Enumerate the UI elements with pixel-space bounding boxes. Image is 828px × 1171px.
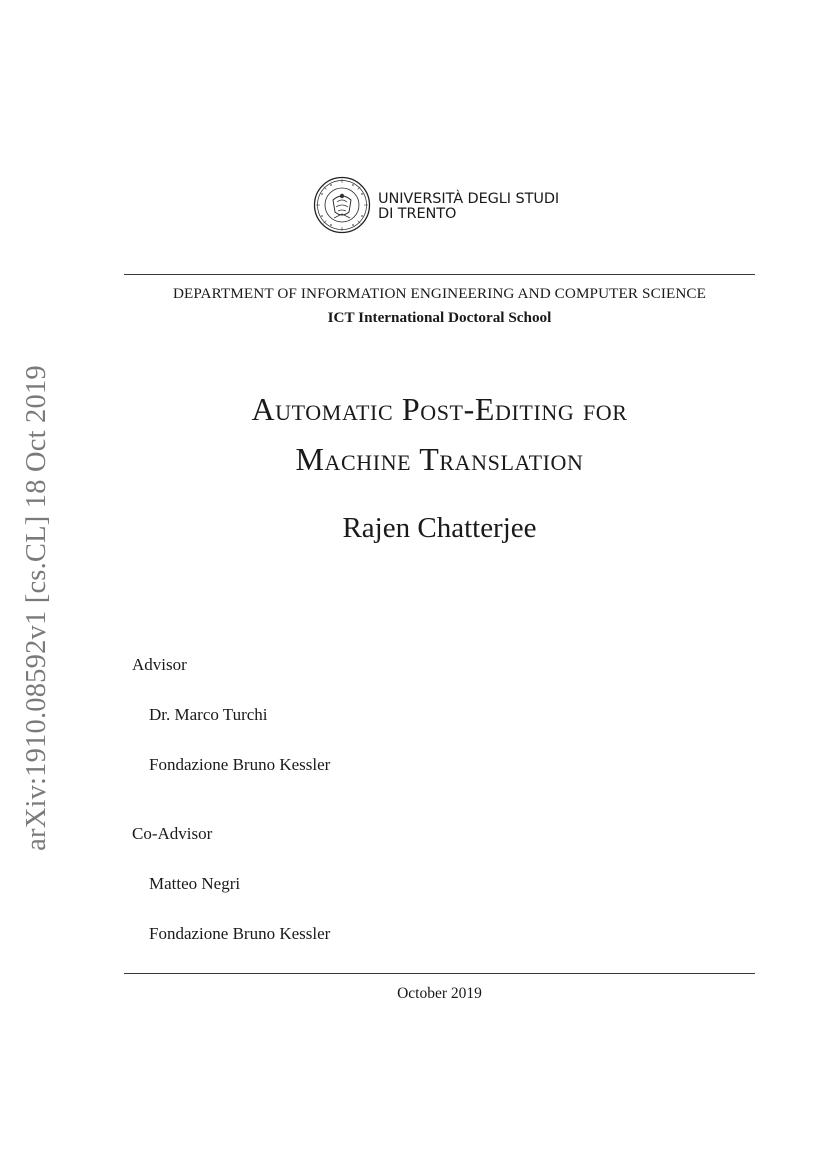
university-name-line-1: UNIVERSITÀ DEGLI STUDI — [378, 191, 560, 207]
advisor-label: Advisor — [132, 655, 187, 674]
co-advisor-name: Matteo Negri — [149, 874, 241, 893]
university-name — [378, 192, 559, 222]
university-seal-icon — [313, 176, 371, 234]
submission-date: October 2019 — [397, 985, 482, 1002]
co-advisor-label: Co-Advisor — [132, 824, 213, 843]
university-logo — [313, 176, 559, 234]
doctoral-school: ICT International Doctoral School — [327, 309, 552, 326]
arxiv-identifier: arXiv:1910.08592v1 [cs.CL] 18 Oct 2019 — [21, 365, 52, 851]
advisor-affiliation: Fondazione Bruno Kessler — [149, 755, 331, 774]
university-name-line-2: DI TRENTO — [378, 206, 457, 222]
thesis-title-line-2: Machine Translation — [295, 441, 584, 477]
department-name: DEPARTMENT OF INFORMATION ENGINEERING AND COMPUTER SCIENCE — [172, 285, 707, 302]
bottom-rule — [124, 973, 755, 974]
advisor-name: Dr. Marco Turchi — [149, 705, 268, 724]
thesis-title — [124, 384, 755, 484]
top-rule — [124, 274, 755, 275]
author-name: Rajen Chatterjee — [342, 512, 537, 544]
co-advisor-affiliation: Fondazione Bruno Kessler — [149, 924, 331, 943]
thesis-title-line-1: Automatic Post-Editing for — [251, 391, 628, 427]
